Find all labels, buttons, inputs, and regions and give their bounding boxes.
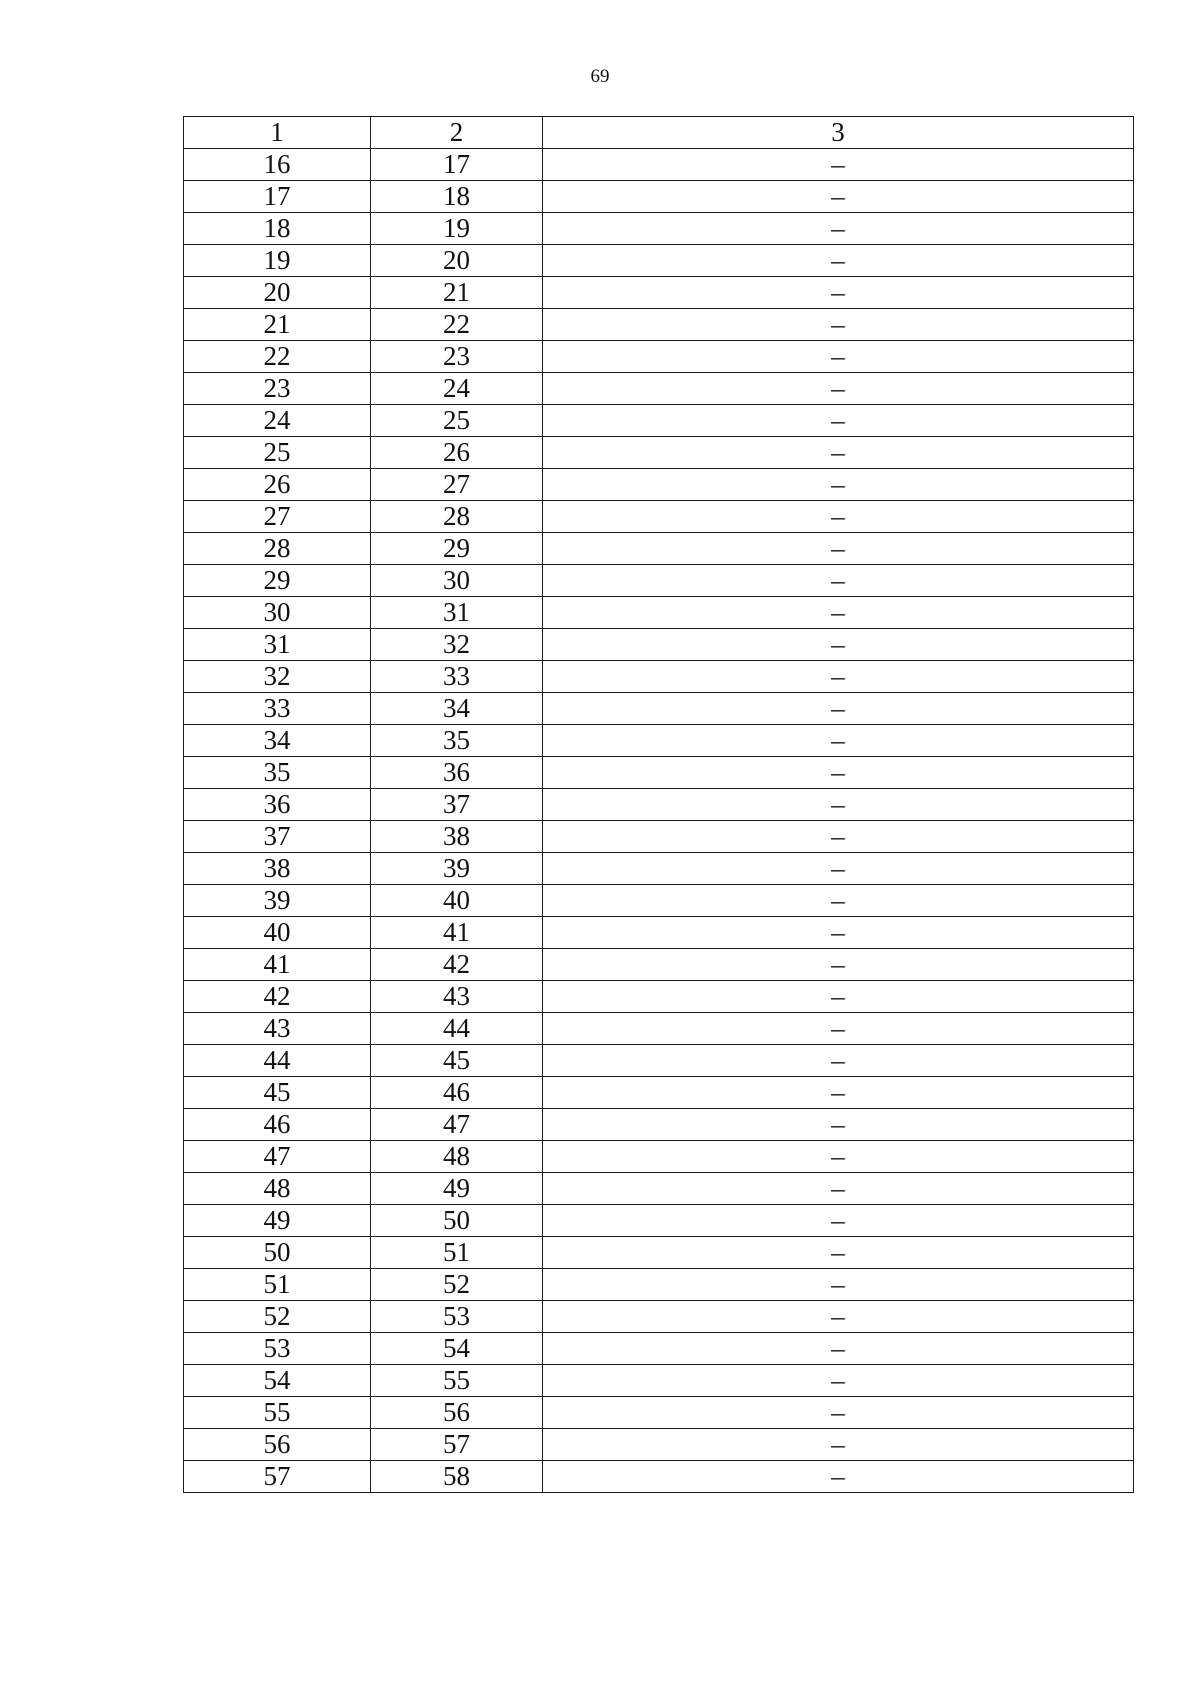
table-cell-col-1: 20	[184, 277, 371, 309]
table-cell-col-1: 53	[184, 1333, 371, 1365]
table-cell-col-1: 52	[184, 1301, 371, 1333]
table-cell-col-3: –	[543, 629, 1134, 661]
table-cell-col-3: –	[543, 1077, 1134, 1109]
table-cell-col-1: 27	[184, 501, 371, 533]
table-cell-col-3: –	[543, 661, 1134, 693]
table-row	[184, 821, 1134, 853]
table-cell-col-3: –	[543, 1237, 1134, 1269]
table-cell-col-2: 53	[371, 1301, 543, 1333]
table-cell-col-3: –	[543, 1429, 1134, 1461]
table-cell-col-1: 49	[184, 1205, 371, 1237]
table-cell-col-1: 42	[184, 981, 371, 1013]
table-cell-col-1: 31	[184, 629, 371, 661]
table-cell-col-1: 32	[184, 661, 371, 693]
table-row	[184, 469, 1134, 501]
table-cell-col-2: 41	[371, 917, 543, 949]
table-cell-col-1: 19	[184, 245, 371, 277]
table-cell-col-2: 28	[371, 501, 543, 533]
table-cell-col-2: 42	[371, 949, 543, 981]
table-cell-col-1: 23	[184, 373, 371, 405]
table-cell-col-1: 35	[184, 757, 371, 789]
table-row	[184, 245, 1134, 277]
table-cell-col-1: 18	[184, 213, 371, 245]
table-cell-col-3: –	[543, 1333, 1134, 1365]
table-cell-col-3: –	[543, 1109, 1134, 1141]
table-cell-col-2: 34	[371, 693, 543, 725]
table-cell-col-3: –	[543, 373, 1134, 405]
table-row	[184, 501, 1134, 533]
table-cell-col-3: –	[543, 181, 1134, 213]
table-cell-col-3: –	[543, 821, 1134, 853]
table-cell-col-3: –	[543, 213, 1134, 245]
table-row	[184, 1173, 1134, 1205]
table-cell-col-2: 20	[371, 245, 543, 277]
table-cell-col-1: 21	[184, 309, 371, 341]
table-cell-col-1: 54	[184, 1365, 371, 1397]
table-cell-col-2: 33	[371, 661, 543, 693]
table-cell-col-2: 56	[371, 1397, 543, 1429]
table-row	[184, 565, 1134, 597]
table-row	[184, 309, 1134, 341]
page-number: 69	[590, 66, 610, 87]
table-cell-col-1: 16	[184, 149, 371, 181]
table-row	[184, 1429, 1134, 1461]
table-cell-col-3: –	[543, 565, 1134, 597]
table-row	[184, 1141, 1134, 1173]
table-row	[184, 181, 1134, 213]
table-row	[184, 373, 1134, 405]
table-cell-col-3: –	[543, 309, 1134, 341]
table-cell-col-1: 43	[184, 1013, 371, 1045]
table-row	[184, 885, 1134, 917]
table-row	[184, 1269, 1134, 1301]
table-cell-col-2: 32	[371, 629, 543, 661]
table-cell-col-2: 35	[371, 725, 543, 757]
table-cell-col-2: 17	[371, 149, 543, 181]
table-row	[184, 149, 1134, 181]
table-cell-col-3: –	[543, 917, 1134, 949]
table-cell-col-3: –	[543, 1301, 1134, 1333]
table-cell-col-1: 55	[184, 1397, 371, 1429]
table-row	[184, 405, 1134, 437]
table-row	[184, 1397, 1134, 1429]
table-cell-col-2: 44	[371, 1013, 543, 1045]
table-row	[184, 629, 1134, 661]
table-cell-col-3: –	[543, 1365, 1134, 1397]
table-cell-col-1: 51	[184, 1269, 371, 1301]
table-row	[184, 1237, 1134, 1269]
table-cell-col-2: 19	[371, 213, 543, 245]
table-cell-col-1: 48	[184, 1173, 371, 1205]
table-cell-col-2: 25	[371, 405, 543, 437]
table-cell-col-3: –	[543, 1205, 1134, 1237]
table-cell-col-3: –	[543, 1141, 1134, 1173]
table-cell-col-3: –	[543, 469, 1134, 501]
table-header-row	[184, 117, 1134, 149]
table-cell-col-1: 37	[184, 821, 371, 853]
table-cell-col-3: –	[543, 757, 1134, 789]
table-row	[184, 917, 1134, 949]
table-row	[184, 437, 1134, 469]
table-cell-col-1: 50	[184, 1237, 371, 1269]
table-cell-col-3: –	[543, 981, 1134, 1013]
table-cell-col-2: 27	[371, 469, 543, 501]
table-cell-col-3: –	[543, 1045, 1134, 1077]
table-row	[184, 597, 1134, 629]
table-cell-col-3: –	[543, 405, 1134, 437]
table-cell-col-1: 41	[184, 949, 371, 981]
table-cell-col-2: 21	[371, 277, 543, 309]
table-row	[184, 725, 1134, 757]
header-cell-1: 1	[184, 117, 371, 149]
table-cell-col-1: 44	[184, 1045, 371, 1077]
table-cell-col-3: –	[543, 437, 1134, 469]
table-cell-col-3: –	[543, 885, 1134, 917]
data-table	[183, 116, 1134, 1493]
table-cell-col-3: –	[543, 949, 1134, 981]
table-row	[184, 213, 1134, 245]
table-row	[184, 1333, 1134, 1365]
table-cell-col-1: 33	[184, 693, 371, 725]
table-cell-col-3: –	[543, 341, 1134, 373]
table-cell-col-2: 18	[371, 181, 543, 213]
table-cell-col-3: –	[543, 1461, 1134, 1493]
table-cell-col-2: 48	[371, 1141, 543, 1173]
table-row	[184, 1365, 1134, 1397]
table-row	[184, 981, 1134, 1013]
header-cell-3: 3	[543, 117, 1134, 149]
table-cell-col-3: –	[543, 725, 1134, 757]
table-row	[184, 661, 1134, 693]
table-cell-col-1: 17	[184, 181, 371, 213]
table-cell-col-2: 50	[371, 1205, 543, 1237]
table-cell-col-3: –	[543, 853, 1134, 885]
table-cell-col-1: 25	[184, 437, 371, 469]
table-cell-col-2: 36	[371, 757, 543, 789]
table-row	[184, 949, 1134, 981]
table-cell-col-2: 40	[371, 885, 543, 917]
table-cell-col-3: –	[543, 789, 1134, 821]
table-cell-col-2: 29	[371, 533, 543, 565]
header-cell-2: 2	[371, 117, 543, 149]
table-cell-col-2: 43	[371, 981, 543, 1013]
table-cell-col-3: –	[543, 597, 1134, 629]
table-row	[184, 1461, 1134, 1493]
table-cell-col-1: 56	[184, 1429, 371, 1461]
table-cell-col-3: –	[543, 277, 1134, 309]
table-cell-col-1: 22	[184, 341, 371, 373]
table-cell-col-2: 52	[371, 1269, 543, 1301]
table-cell-col-1: 34	[184, 725, 371, 757]
table-cell-col-2: 22	[371, 309, 543, 341]
table-cell-col-1: 26	[184, 469, 371, 501]
table-cell-col-2: 57	[371, 1429, 543, 1461]
table-row	[184, 1013, 1134, 1045]
table-cell-col-1: 30	[184, 597, 371, 629]
table-cell-col-2: 26	[371, 437, 543, 469]
table-row	[184, 757, 1134, 789]
table-row	[184, 1301, 1134, 1333]
table-cell-col-1: 45	[184, 1077, 371, 1109]
table-cell-col-3: –	[543, 533, 1134, 565]
table-row	[184, 853, 1134, 885]
table-cell-col-2: 49	[371, 1173, 543, 1205]
table-cell-col-2: 55	[371, 1365, 543, 1397]
table-cell-col-2: 45	[371, 1045, 543, 1077]
table-row	[184, 533, 1134, 565]
table-cell-col-3: –	[543, 1397, 1134, 1429]
table-cell-col-2: 38	[371, 821, 543, 853]
table-cell-col-1: 24	[184, 405, 371, 437]
table-cell-col-3: –	[543, 245, 1134, 277]
table-cell-col-2: 37	[371, 789, 543, 821]
table-cell-col-2: 51	[371, 1237, 543, 1269]
table-cell-col-1: 39	[184, 885, 371, 917]
table-cell-col-2: 31	[371, 597, 543, 629]
table-row	[184, 341, 1134, 373]
table-cell-col-2: 30	[371, 565, 543, 597]
table-cell-col-1: 36	[184, 789, 371, 821]
table-cell-col-1: 29	[184, 565, 371, 597]
table-row	[184, 789, 1134, 821]
table-body	[184, 117, 1134, 1493]
table-row	[184, 1045, 1134, 1077]
table-row	[184, 277, 1134, 309]
table-cell-col-1: 38	[184, 853, 371, 885]
table-cell-col-2: 39	[371, 853, 543, 885]
table-cell-col-3: –	[543, 149, 1134, 181]
table-cell-col-1: 28	[184, 533, 371, 565]
table-cell-col-3: –	[543, 501, 1134, 533]
table-cell-col-3: –	[543, 1269, 1134, 1301]
table-cell-col-2: 47	[371, 1109, 543, 1141]
table-cell-col-2: 58	[371, 1461, 543, 1493]
table-cell-col-2: 46	[371, 1077, 543, 1109]
table-cell-col-3: –	[543, 1013, 1134, 1045]
table-cell-col-3: –	[543, 1173, 1134, 1205]
table-cell-col-3: –	[543, 693, 1134, 725]
table-row	[184, 1077, 1134, 1109]
table-cell-col-2: 23	[371, 341, 543, 373]
table-cell-col-2: 24	[371, 373, 543, 405]
table-row	[184, 693, 1134, 725]
table-row	[184, 1205, 1134, 1237]
table-cell-col-2: 54	[371, 1333, 543, 1365]
table-cell-col-1: 40	[184, 917, 371, 949]
table-cell-col-1: 57	[184, 1461, 371, 1493]
table-cell-col-1: 47	[184, 1141, 371, 1173]
table-row	[184, 1109, 1134, 1141]
table-cell-col-1: 46	[184, 1109, 371, 1141]
